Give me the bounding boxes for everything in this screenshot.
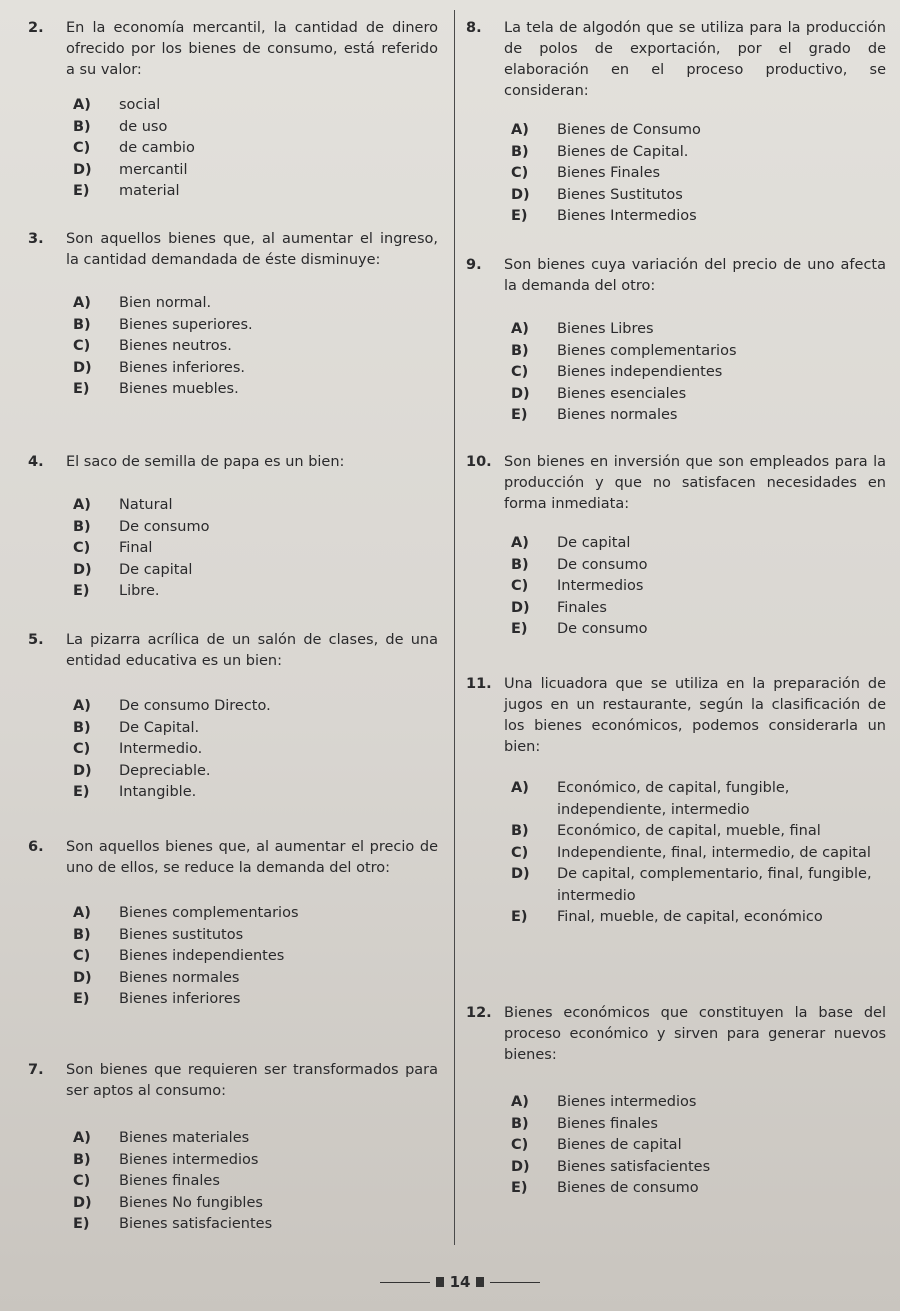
option-a[interactable]: A) Bienes de Consumo	[511, 122, 701, 138]
question-text: El saco de semilla de papa es un bien:	[66, 454, 345, 470]
option-d[interactable]: D) Bienes satisfacientes	[511, 1158, 711, 1175]
option-c[interactable]: C) Bienes independientes	[511, 364, 723, 380]
question-number: 4.	[28, 454, 44, 470]
question-number: 11.	[466, 676, 492, 692]
option-c[interactable]: C) Bienes Finales	[511, 165, 661, 181]
option-d[interactable]: D) Finales	[511, 599, 607, 616]
option-a[interactable]: A) social	[73, 97, 161, 113]
option-c[interactable]: C) Final	[73, 540, 153, 556]
option-a[interactable]: A) Bienes Libres	[511, 321, 654, 337]
option-c[interactable]: C) Bienes de capital	[511, 1137, 682, 1153]
footer-rule-left	[380, 1282, 430, 1283]
question-10	[466, 452, 886, 641]
question-text: En la economía mercantil, la cantidad de dinero ofrecido por los bienes de consumo, está referido a su valor:	[66, 20, 438, 78]
option-a[interactable]: A) Bienes complementarios	[73, 905, 299, 921]
option-e[interactable]: E) Bienes normales	[511, 407, 678, 423]
option-d[interactable]: D) Bienes normales	[73, 969, 240, 986]
option-b[interactable]: B) Económico, de capital, mueble, final	[511, 823, 821, 839]
question-text: Son bienes cuya variación del precio de uno afecta la demanda del otro:	[504, 257, 886, 294]
option-e[interactable]: E) Final, mueble, de capital, económico	[511, 909, 823, 925]
option-d[interactable]: D) Bienes No fungibles	[73, 1194, 263, 1211]
page-number: 14	[449, 1273, 471, 1291]
question-3	[28, 229, 438, 401]
question-12	[466, 1003, 886, 1200]
option-d[interactable]: D) De capital, complementario, final, fungible, intermedio	[511, 866, 872, 904]
question-text: Son bienes que requieren ser transformados para ser aptos al consumo:	[66, 1062, 438, 1099]
question-4	[28, 452, 438, 603]
option-b[interactable]: B) de uso	[73, 118, 168, 135]
question-number: 3.	[28, 231, 44, 247]
option-c[interactable]: C) Bienes neutros.	[73, 338, 232, 354]
question-number: 7.	[28, 1062, 44, 1078]
option-a[interactable]: A) Natural	[73, 497, 173, 513]
question-number: 2.	[28, 20, 44, 36]
option-b[interactable]: B) De consumo	[511, 556, 648, 573]
option-b[interactable]: B) Bienes finales	[511, 1115, 658, 1132]
footer-square-icon	[436, 1277, 444, 1287]
option-e[interactable]: E) Bienes satisfacientes	[73, 1216, 273, 1232]
option-a[interactable]: A) Bien normal.	[73, 295, 212, 311]
option-a[interactable]: A) Bienes materiales	[73, 1130, 250, 1146]
option-b[interactable]: B) Bienes intermedios	[73, 1151, 259, 1168]
option-e[interactable]: E) Bienes Intermedios	[511, 208, 697, 224]
question-number: 9.	[466, 257, 482, 273]
question-text: Una licuadora que se utiliza en la preparación de jugos en un restaurante, según la clasificación de los bienes económicos, podemos considerarla un bien:	[504, 676, 886, 755]
option-c[interactable]: C) Bienes finales	[73, 1173, 220, 1189]
option-a[interactable]: A) De capital	[511, 535, 631, 551]
question-text: Son aquellos bienes que, al aumentar el precio de uno de ellos, se reduce la demanda del otro:	[66, 839, 438, 876]
option-a[interactable]: A) De consumo Directo.	[73, 698, 271, 714]
option-b[interactable]: B) De consumo	[73, 518, 210, 535]
option-b[interactable]: B) Bienes de Capital.	[511, 143, 689, 160]
option-b[interactable]: B) Bienes complementarios	[511, 342, 737, 359]
option-b[interactable]: B) Bienes sustitutos	[73, 926, 244, 943]
question-number: 8.	[466, 20, 482, 36]
option-c[interactable]: C) Intermedios	[511, 578, 644, 594]
option-b[interactable]: B) Bienes superiores.	[73, 316, 253, 333]
option-d[interactable]: D) Bienes esenciales	[511, 385, 687, 402]
question-5	[28, 630, 438, 804]
option-e[interactable]: E) material	[73, 183, 180, 199]
option-d[interactable]: D) Bienes inferiores.	[73, 359, 246, 376]
option-c[interactable]: C) Independiente, final, intermedio, de capital	[511, 844, 871, 861]
option-e[interactable]: E) Bienes muebles.	[73, 381, 239, 397]
option-e[interactable]: E) Libre.	[73, 583, 160, 599]
question-number: 10.	[466, 454, 492, 470]
question-9	[466, 255, 886, 427]
option-a[interactable]: A) Bienes intermedios	[511, 1094, 697, 1110]
footer-square-icon	[476, 1277, 484, 1287]
option-d[interactable]: D) Bienes Sustitutos	[511, 186, 683, 203]
question-text: La tela de algodón que se utiliza para la producción de polos de exportación, por el grado de elaboración en el proceso productivo, se consideran:	[504, 20, 886, 99]
option-c[interactable]: C) Intermedio.	[73, 741, 203, 757]
option-e[interactable]: E) Bienes de consumo	[511, 1180, 699, 1196]
question-text: Bienes económicos que constituyen la base del proceso económico y sirven para generar nuevos bienes:	[504, 1005, 886, 1063]
option-c[interactable]: C) Bienes independientes	[73, 948, 285, 964]
question-11	[466, 674, 886, 929]
option-e[interactable]: E) De consumo	[511, 621, 648, 637]
option-a[interactable]: A) Económico, de capital, fungible, independiente, intermedio	[511, 780, 790, 818]
column-divider	[454, 10, 455, 1245]
footer-rule-right	[490, 1282, 540, 1283]
question-number: 5.	[28, 632, 44, 648]
option-b[interactable]: B) De Capital.	[73, 719, 200, 736]
question-number: 12.	[466, 1005, 492, 1021]
question-text: Son aquellos bienes que, al aumentar el ingreso, la cantidad demandada de éste disminuye:	[66, 231, 438, 268]
question-6	[28, 837, 438, 1011]
question-number: 6.	[28, 839, 44, 855]
option-e[interactable]: E) Intangible.	[73, 784, 197, 800]
option-d[interactable]: D) mercantil	[73, 161, 188, 178]
question-text: La pizarra acrílica de un salón de clases, de una entidad educativa es un bien:	[66, 632, 438, 669]
option-c[interactable]: C) de cambio	[73, 140, 195, 156]
option-e[interactable]: E) Bienes inferiores	[73, 991, 241, 1007]
option-d[interactable]: D) Depreciable.	[73, 762, 211, 779]
question-2	[28, 18, 438, 203]
page-footer	[370, 1270, 550, 1294]
question-text: Son bienes en inversión que son empleados para la producción y que no satisfacen necesidades en forma inmediata:	[504, 454, 886, 512]
question-7	[28, 1060, 438, 1236]
option-d[interactable]: D) De capital	[73, 561, 193, 578]
question-8	[466, 18, 886, 228]
